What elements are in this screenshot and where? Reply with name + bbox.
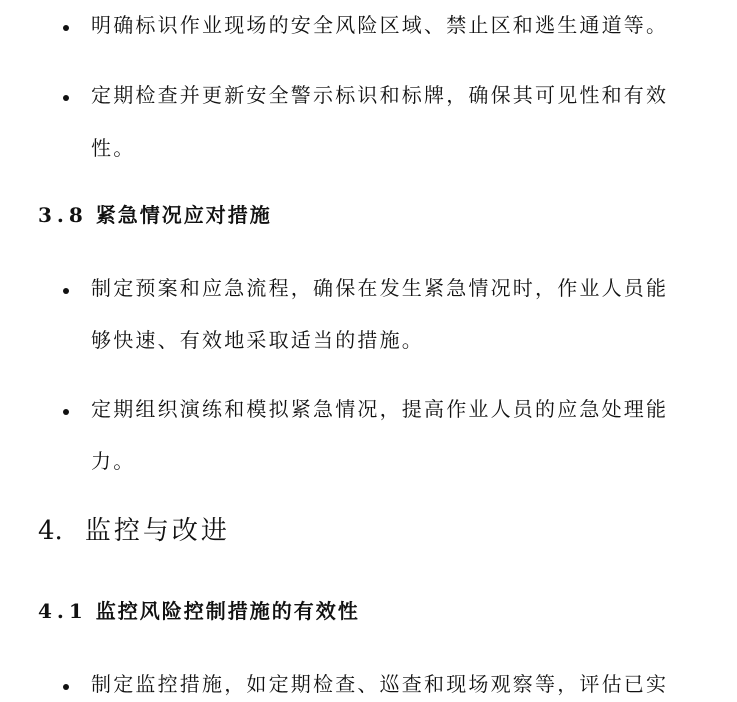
- section-title: 监控与改进: [84, 516, 230, 546]
- bullet-text-line: 性。: [91, 136, 136, 160]
- bullet-dot-icon: [63, 95, 69, 101]
- section-title: 监控风险控制措施的有效性: [95, 599, 360, 623]
- section-heading-3-8: [38, 203, 272, 227]
- bullet-text-line: 够快速、有效地采取适当的措施。: [91, 328, 424, 352]
- section-number: 4.: [38, 516, 63, 546]
- bullet-text-line: 制定监控措施，如定期检查、巡查和现场观察等，评估已实: [91, 672, 669, 696]
- section-heading-4-1: [38, 599, 360, 623]
- section-heading-4: [38, 516, 230, 546]
- bullet-dot-icon: [63, 684, 69, 690]
- bullet-dot-icon: [63, 288, 69, 294]
- section-number: 3.8: [38, 203, 88, 227]
- bullet-text-line: 定期组织演练和模拟紧急情况，提高作业人员的应急处理能: [91, 397, 669, 421]
- section-number: 4.1: [38, 599, 88, 623]
- bullet-text-line: 明确标识作业现场的安全风险区域、禁止区和逃生通道等。: [91, 13, 669, 37]
- bullet-text-line: 定期检查并更新安全警示标识和标牌，确保其可见性和有效: [91, 83, 669, 107]
- bullet-dot-icon: [63, 409, 69, 415]
- bullet-dot-icon: [63, 25, 69, 31]
- bullet-text-line: 力。: [91, 449, 136, 473]
- section-title: 紧急情况应对措施: [95, 203, 272, 227]
- bullet-text-line: 制定预案和应急流程，确保在发生紧急情况时，作业人员能: [91, 276, 669, 300]
